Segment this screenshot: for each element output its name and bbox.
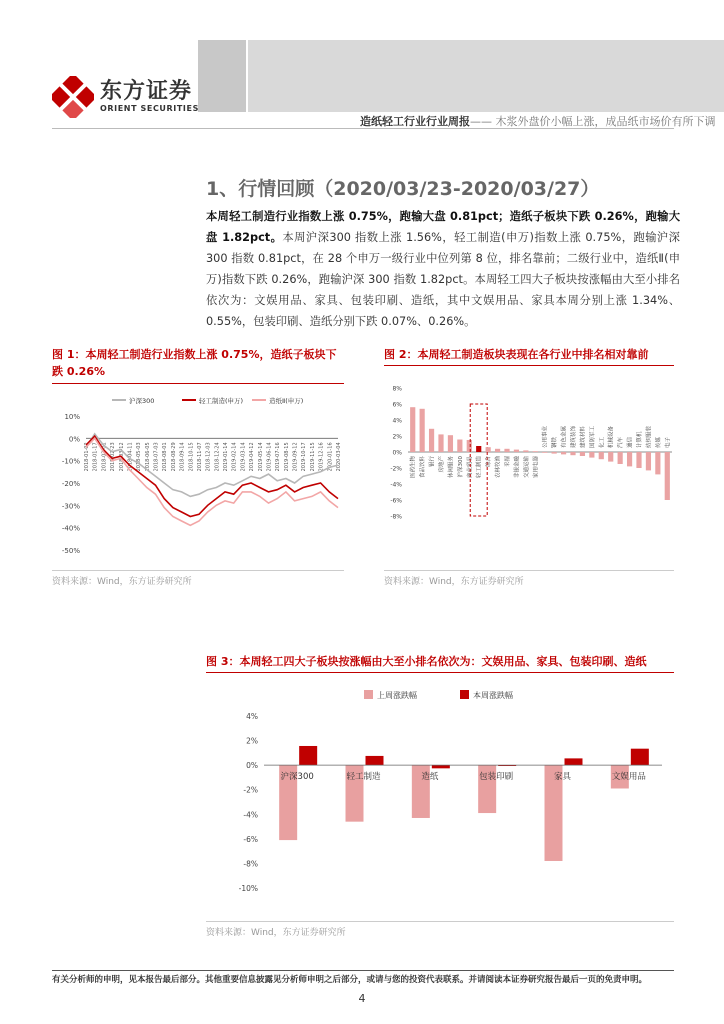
figure1-source-divider (52, 570, 344, 571)
y-tick-label: -10% (238, 884, 258, 893)
x-tick-label: 2019-07-16 (275, 442, 282, 472)
footer-disclaimer: 有关分析师的申明，见本报告最后部分。其他重要信息披露见分析师申明之后部分，或请与您的投资代表联系。并请阅读本证券研究报告最后一页的免责申明。 (52, 975, 648, 985)
x-tick-label: 2019-12-16 (318, 442, 325, 472)
x-tick-label: 2018-01-17 (92, 442, 99, 472)
figure3-source-divider (206, 921, 674, 922)
bar-10 (504, 449, 509, 452)
bar-25 (646, 452, 651, 470)
y-tick-label: 4% (392, 417, 402, 425)
x-tick-label: 2018-07-03 (153, 442, 160, 472)
bar-26 (655, 452, 660, 474)
bar-19 (589, 452, 594, 458)
x-tick-label: 2018-09-14 (179, 442, 186, 472)
legend-label: 轻工制造(申万) (199, 397, 244, 405)
category-label: 家具 (553, 772, 572, 783)
legend-label: 上周涨跌幅 (377, 691, 417, 700)
y-tick-label: -10% (61, 457, 80, 466)
category-label: 沪深300 (457, 456, 464, 478)
bar-16 (561, 452, 566, 454)
figure3-source: 资料来源：Wind，东方证券研究所 (206, 928, 346, 938)
x-tick-label: 2019-10-17 (301, 442, 308, 472)
y-tick-label: -6% (243, 834, 258, 844)
category-label: 交通运输 (523, 456, 530, 479)
category-label: 传媒 (655, 436, 662, 448)
y-tick-label: -2% (390, 465, 402, 473)
company-logo (52, 76, 199, 118)
figure3-title: 图 3：本周轻工四大子板块按涨幅由大至小排名依次为：文娱用品、家具、包装印刷、造纸 (206, 655, 647, 668)
y-tick-label: 6% (392, 401, 402, 409)
category-label: 文娱用品 (611, 772, 646, 783)
x-tick-label: 2019-09-12 (292, 442, 299, 472)
x-tick-label: 2018-06-05 (144, 442, 151, 472)
x-tick-label: 2018-03-12 (118, 442, 125, 472)
report-subtitle: —— 木浆外盘价小幅上涨，成品纸市场价有所下调 (470, 115, 716, 128)
x-tick-label: 2019-01-14 (223, 442, 230, 472)
category-label: 钢铁 (552, 436, 559, 448)
y-tick-label: -4% (390, 481, 402, 489)
logo-text-en: ORIENT SECURITIES (100, 104, 199, 113)
x-tick-label: 2019-11-15 (309, 442, 316, 472)
report-type: 造纸轻工行业行业周报 (360, 115, 470, 128)
bar-8 (486, 447, 491, 452)
y-tick-label: -4% (243, 810, 258, 820)
category-label: 综合 (486, 456, 493, 468)
x-tick-label: 2018-10-15 (188, 442, 195, 472)
y-tick-label: -2% (243, 785, 258, 795)
figure2-source-divider (384, 570, 674, 571)
legend-label: 本周涨跌幅 (473, 691, 513, 700)
figure2-title: 图 2：本周轻工制造板块表现在各行业中排名相对靠前 (384, 348, 649, 361)
bar-0 (410, 407, 415, 452)
category-label: 电子 (665, 436, 672, 448)
x-tick-label: 2018-02-23 (110, 442, 117, 472)
x-tick-label: 2018-12-03 (205, 442, 212, 472)
figure1-source: 资料来源：Wind，东方证券研究所 (52, 577, 192, 587)
category-label: 采掘 (505, 456, 511, 468)
bar-4 (448, 435, 453, 452)
report-header-text (360, 113, 716, 129)
bar-14 (542, 452, 547, 453)
bar-5 (457, 440, 462, 452)
header-divider (52, 128, 674, 129)
figure3-divider (206, 672, 674, 673)
y-tick-label: 2% (246, 736, 258, 746)
y-tick-label: -8% (390, 513, 402, 521)
category-label: 汽车 (618, 436, 625, 448)
bar-17 (570, 452, 575, 455)
y-tick-label: 10% (64, 413, 80, 421)
category-label: 机械设备 (608, 425, 615, 448)
bar-21 (608, 452, 613, 462)
y-tick-label: 0% (392, 449, 402, 457)
category-label: 纺织服装 (646, 425, 653, 448)
y-tick-label: 2% (392, 433, 402, 441)
bar-s1-2 (432, 765, 450, 768)
x-tick-label: 2018-05-03 (136, 442, 143, 472)
section-title: 1、行情回顾（2020/03/23-2020/03/27） (206, 178, 600, 200)
paragraph-body: 本周沪深300 指数上涨 1.56%，轻工制造(申万)指数上涨 0.75%，跑输沪深 300 指数 0.81pct，在 28 个申万一级行业中位列第 8 位，排名靠前；二级行业中，造纸Ⅱ(申万)指数下跌 0.26%，跑输沪深 300 指数 1.82pct。本周轻工四大子板块按涨幅由大至小排名依次为：文娱用品、家具、包装印刷、造纸，其中文娱用品、家具本周分别上涨 1.34%、0.55%，包装印刷、造纸分别下跌 0.07%、0.26%。 (206, 231, 680, 328)
bar-27 (665, 452, 670, 500)
footer-divider (52, 970, 674, 971)
bar-12 (523, 450, 528, 452)
category-label: 建筑装饰 (571, 425, 577, 448)
legend-swatch (460, 690, 469, 699)
category-label: 银行 (429, 456, 436, 468)
header-accent-bar (198, 40, 246, 112)
category-label: 非银金融 (514, 456, 521, 479)
y-tick-label: 0% (68, 435, 80, 444)
bar-20 (599, 452, 604, 459)
figure2-divider (384, 365, 674, 366)
header-bar (248, 40, 724, 112)
bar-s1-1 (366, 756, 384, 765)
y-tick-label: 0% (246, 761, 258, 771)
x-tick-label: 2018-12-24 (214, 442, 221, 472)
category-label: 计算机 (637, 431, 643, 448)
bar-s1-5 (631, 749, 649, 765)
legend-label: 造纸Ⅱ(申万) (269, 397, 304, 405)
category-label: 轻工制造 (476, 456, 483, 479)
y-tick-label: -50% (61, 547, 80, 555)
y-tick-label: -6% (390, 497, 402, 505)
category-label: 造纸 (421, 772, 439, 783)
bar-7 (476, 446, 481, 452)
x-tick-label: 2020-01-16 (327, 442, 334, 472)
x-tick-label: 2018-11-07 (196, 442, 203, 472)
bar-6 (467, 440, 472, 452)
section-paragraph (206, 206, 680, 332)
category-label: 建筑材料 (580, 425, 587, 448)
legend-label: 沪深300 (129, 397, 155, 405)
y-tick-label: 8% (392, 385, 402, 393)
x-tick-label: 2019-03-14 (240, 442, 247, 472)
x-tick-label: 2019-02-14 (231, 442, 238, 472)
category-label: 沪深300 (280, 772, 314, 783)
legend-swatch (364, 690, 373, 699)
bar-22 (618, 452, 623, 464)
x-tick-label: 2020-03-04 (336, 442, 342, 472)
category-label: 食品饮料 (420, 456, 427, 479)
bar-3 (438, 434, 443, 452)
y-tick-label: -20% (61, 480, 80, 488)
bar-11 (514, 450, 519, 452)
x-tick-label: 2019-04-12 (249, 442, 256, 472)
category-label: 商业贸易 (467, 456, 474, 479)
category-label: 休闲服务 (448, 456, 455, 479)
figure1-title: 图 1：本周轻工制造行业指数上涨 0.75%，造纸子板块下跌 0.26% (52, 348, 337, 378)
figure1-divider (52, 383, 344, 384)
x-tick-label: 2018-04-11 (127, 442, 134, 472)
category-label: 有色金属 (561, 425, 568, 448)
paragraph-lead: 本周轻工制造行业指数上涨 0.75%，跑输大盘 0.81pct；造纸子板块下跌 0.26%，跑输大盘 1.82pct。 (206, 210, 680, 244)
category-label: 化工 (599, 436, 606, 448)
x-tick-label: 2018-08-01 (162, 442, 169, 472)
bar-23 (627, 452, 632, 466)
x-tick-label: 2018-02-01 (101, 442, 108, 472)
category-label: 公用事业 (542, 425, 549, 448)
y-tick-label: -8% (243, 859, 258, 869)
x-tick-label: 2019-05-14 (257, 442, 264, 472)
figure2-chart (384, 376, 674, 572)
y-tick-label: -40% (61, 524, 80, 533)
category-label: 通信 (627, 436, 634, 448)
bar-15 (552, 452, 557, 454)
x-tick-label: 2018-01-02 (84, 442, 90, 472)
orient-logo-icon (52, 76, 94, 118)
figure3-chart (206, 680, 674, 920)
logo-text-cn: 东方证券 (100, 79, 193, 104)
bar-13 (533, 451, 538, 452)
bar-24 (636, 452, 641, 468)
figure1-chart (52, 386, 344, 572)
figure2-source: 资料来源：Wind，东方证券研究所 (384, 577, 524, 587)
category-label: 农林牧渔 (495, 456, 502, 479)
bar-s1-4 (565, 758, 583, 765)
category-label: 医药生物 (410, 456, 417, 479)
bar-2 (429, 429, 434, 452)
x-tick-label: 2019-08-15 (283, 442, 290, 472)
category-label: 国防军工 (589, 425, 596, 448)
category-label: 轻工制造 (346, 772, 381, 783)
bar-18 (580, 452, 585, 456)
bar-1 (420, 409, 425, 452)
category-label: 房地产 (439, 456, 445, 473)
bar-s1-0 (299, 746, 317, 765)
page-number: 4 (358, 992, 366, 1005)
category-label: 包装印刷 (479, 772, 514, 783)
bar-9 (495, 449, 500, 452)
y-tick-label: 4% (246, 712, 258, 721)
x-tick-label: 2019-06-14 (266, 442, 273, 472)
x-tick-label: 2018-08-29 (170, 442, 177, 472)
category-label: 家用电器 (533, 456, 540, 479)
y-tick-label: -30% (61, 502, 80, 511)
